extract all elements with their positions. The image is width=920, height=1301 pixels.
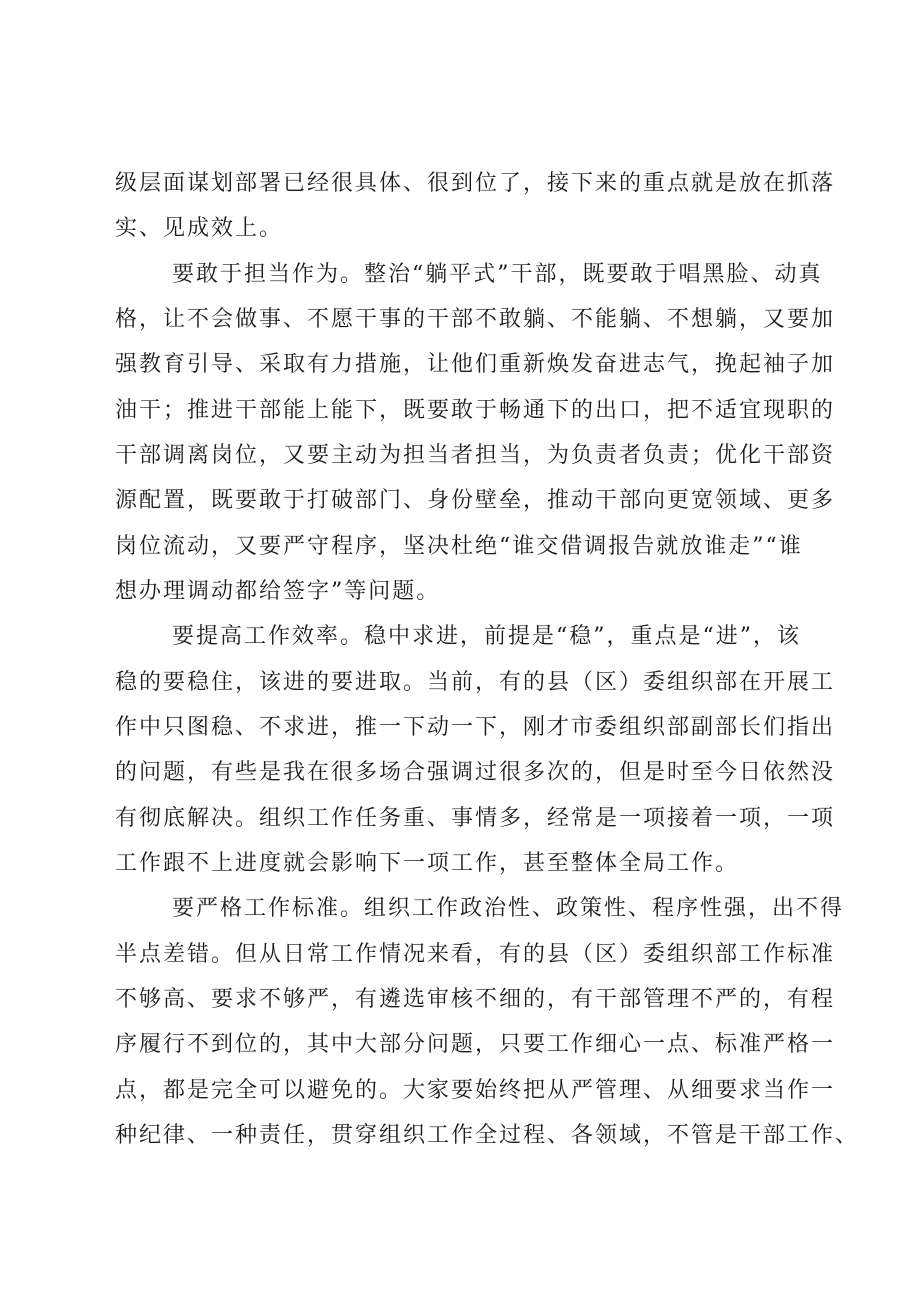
- text-line: 的问题，有些是我在很多场合强调过很多次的，但是时至今日依然没: [115, 760, 836, 785]
- text-line: 点，都是完全可以避免的。大家要始终把从严管理、从细要求当作一: [115, 1078, 836, 1103]
- text-line: 级层面谋划部署已经很具体、很到位了，接下来的重点就是放在抓落: [115, 171, 836, 196]
- paragraph-first-line: 要敢于担当作为。整治“躺平式”干部，既要敢于唱黑脸、动真: [172, 262, 823, 287]
- text-line: 实、见成效上。: [115, 216, 284, 241]
- text-line: 格，让不会做事、不愿干事的干部不敢躺、不能躺、不想躺，又要加: [115, 307, 836, 332]
- text-line: 作中只图稳、不求进，推一下动一下，刚才市委组织部副部长们指出: [115, 715, 836, 740]
- paragraph-first-line: 要提高工作效率。稳中求进，前提是“稳”，重点是“进”，该: [172, 624, 801, 649]
- text-line: 半点差错。但从日常工作情况来看，有的县（区）委组织部工作标准: [115, 942, 836, 967]
- text-line: 油干；推进干部能上能下，既要敢于畅通下的出口，把不适宜现职的: [115, 398, 836, 423]
- text-line: 强教育引导、采取有力措施，让他们重新焕发奋进志气，挽起袖子加: [115, 352, 836, 377]
- text-line: 稳的要稳住，该进的要进取。当前，有的县（区）委组织部在开展工: [115, 670, 836, 695]
- text-line: 种纪律、一种责任，贯穿组织工作全过程、各领域，不管是干部工作、: [115, 1123, 860, 1148]
- text-line: 序履行不到位的，其中大部分问题，只要工作细心一点、标准严格一: [115, 1032, 836, 1057]
- text-line: 工作跟不上进度就会影响下一项工作，甚至整体全局工作。: [115, 851, 740, 876]
- text-line: 干部调离岗位，又要主动为担当者担当，为负责者负责；优化干部资: [115, 443, 836, 468]
- paragraph-first-line: 要严格工作标准。组织工作政治性、政策性、程序性强，出不得: [172, 896, 845, 921]
- text-line: 岗位流动，又要严守程序，坚决杜绝“谁交借调报告就放谁走”“谁: [115, 534, 803, 559]
- text-line: 不够高、要求不够严，有遴选审核不细的，有干部管理不严的，有程: [115, 987, 836, 1012]
- text-line: 源配置，既要敢于打破部门、身份壁垒，推动干部向更宽领域、更多: [115, 488, 836, 513]
- text-line: 有彻底解决。组织工作任务重、事情多，经常是一项接着一项，一项: [115, 806, 836, 831]
- text-line: 想办理调动都给签字”等问题。: [115, 579, 441, 604]
